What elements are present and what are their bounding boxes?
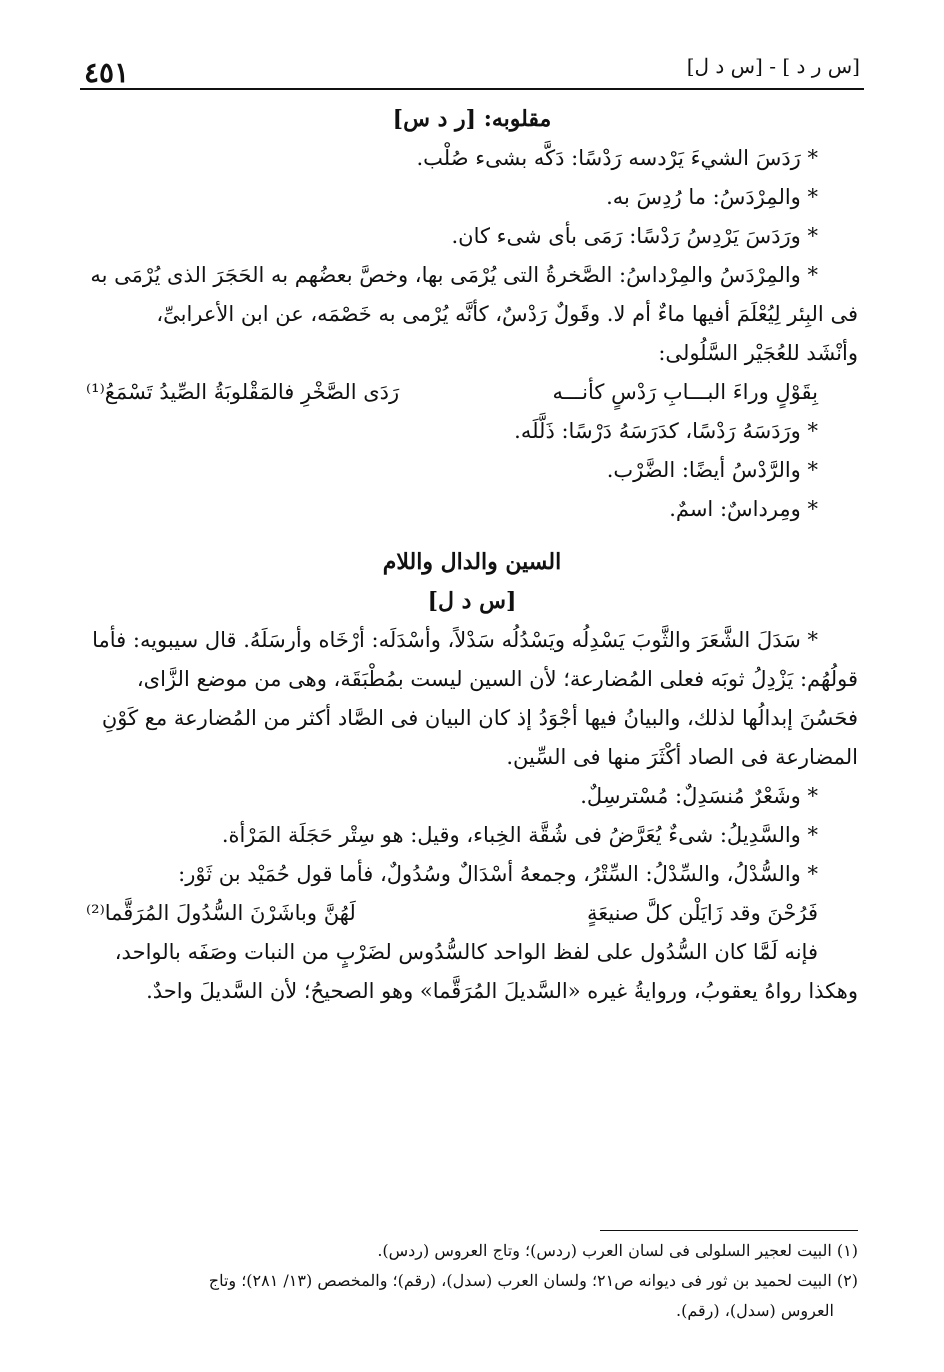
text-line: * والسُّدْلُ، والسِّدْلُ: السِّتْرُ، وجمعهُ أسْدَالٌ وسُدُولٌ، فأما قول حُمَيْد بن ثَوْر: [178,862,818,886]
section-heading: السين والدال واللام [382,549,562,575]
main-text [86,100,858,1011]
text-line: * والمِرْدَسُ والمِرْداسُ: الصَّخرةُ التى يُرْمَى بها، وخصَّ بعضُهم به الحَجَرَ الذى يُرْمَى به [90,263,818,287]
footnotes [86,1236,858,1326]
text-line: فحَسُنَ إبدالُها لذلك، والبيانُ فيها أجْوَدُ إذ كان البيان فى الصَّاد أكثر من المُضارعة مع كَوْنِ [101,706,858,730]
section-heading: مقلوبه: [ر د س] [392,106,552,132]
text-line: قولُهُم: يَزْدِلُ ثوبَه فعلى المُضارعة؛ لأن السين ليست بمُطْبَقَة، وهى من موضع الزَّاى، [136,667,858,691]
running-head: [س ر د ] - [س د ل] [686,54,860,78]
text-line: * سَدَلَ الشَّعَرَ والثَّوبَ يَسْدِلُه ويَسْدُلُه سَدْلاً، وأسْدَلَه: أرْخَاه وأرسَلَهُ. قال سيبويه: فأما [92,628,818,652]
page-number: ٤٥١ [84,56,130,89]
text-line: * ومِرداسٌ: اسمٌ. [669,497,818,521]
text-line: وهكذا رواهُ يعقوبُ، وروايةُ غيره «السَّديلَ المُرَقَّما» وهو الصحيحُ؛ لأن السَّديلَ واحدٌ. [146,979,858,1003]
section-heading: [س د ل] [427,588,517,614]
text-line: * ورَدَسَهُ رَدْسًا، كدَرَسَهُ دَرْسًا: ذَلَّلَه. [514,419,818,443]
text-line: المضارعة فى الصاد أكْثَرَ منها فى السِّين. [506,745,858,769]
page-header [80,48,864,90]
footnote: (١) البيت لعجير السلولى فى لسان العرب (ردس)؛ وتاج العروس (ردس). [377,1241,858,1260]
footnote: العروس (سدل)، (رقم). [676,1301,834,1320]
verse-hemistich-right: فَرُحْنَ وقد زَايَلْن كلَّ صنيعَةٍ [586,901,818,925]
verse-hemistich-left: رَدَى الصَّخْرِ فالمَقْلوبَةُ الصِّيدُ تَسْمَعُ⁽¹⁾ [86,380,400,404]
text-line: * والسَّدِيلُ: شىءٌ يُعَرَّضُ فى شُقَّة الخِباء، وقيل: هو سِتْر حَجَلَة المَرْأة. [221,823,818,847]
text-line: * ورَدَسَ يَرْدِسُ رَدْسًا: رَمَى بأى شىء كان. [451,224,818,248]
footnote-divider [600,1230,858,1231]
verse-line [86,373,858,412]
text-line: وأنْشَد للعُجَيْر السَّلُولى: [658,341,858,365]
text-line: * رَدَسَ الشيءَ يَرْدسه رَدْسًا: دَكَّه بشىء صُلْب. [416,146,818,170]
text-line: * والرَّدْسُ أيضًا: الضَّرْب. [606,458,818,482]
text-line: * والمِرْدَسُ: ما رُدِسَ به. [606,185,818,209]
text-line: فإنه لَمَّا كان السُّدُول على لفظ الواحد كالسُّدُوس لضَرْبٍ من النبات وصَفَه بالواحد، [114,940,818,964]
text-line: فى البِئر لِيُعْلَمَ أفيها ماءٌ أم لا. وقَولٌ رَدْسٌ، كأنَّه يُرْمى به خَصْمَه، عن ابن الأعرابىِّ، [156,302,858,326]
verse-hemistich-left: لَهُنَّ وباشَرْنَ السُّدُولَ المُرَقَّما⁽²⁾ [86,901,356,925]
verse-hemistich-right: بِقَوْلٍ وراءَ البـــابِ رَدْسٍ كأنـــه [552,380,818,404]
text-line: * وشَعْرٌ مُنسَدِلٌ: مُسْترسِلٌ. [580,784,818,808]
footnote: (٢) البيت لحميد بن ثور فى ديوانه ص٢١؛ ولسان العرب (سدل)، (رقم)؛ والمخصص (١٣/ ٢٨١)؛ وتاج [208,1271,858,1290]
verse-line [86,894,858,933]
